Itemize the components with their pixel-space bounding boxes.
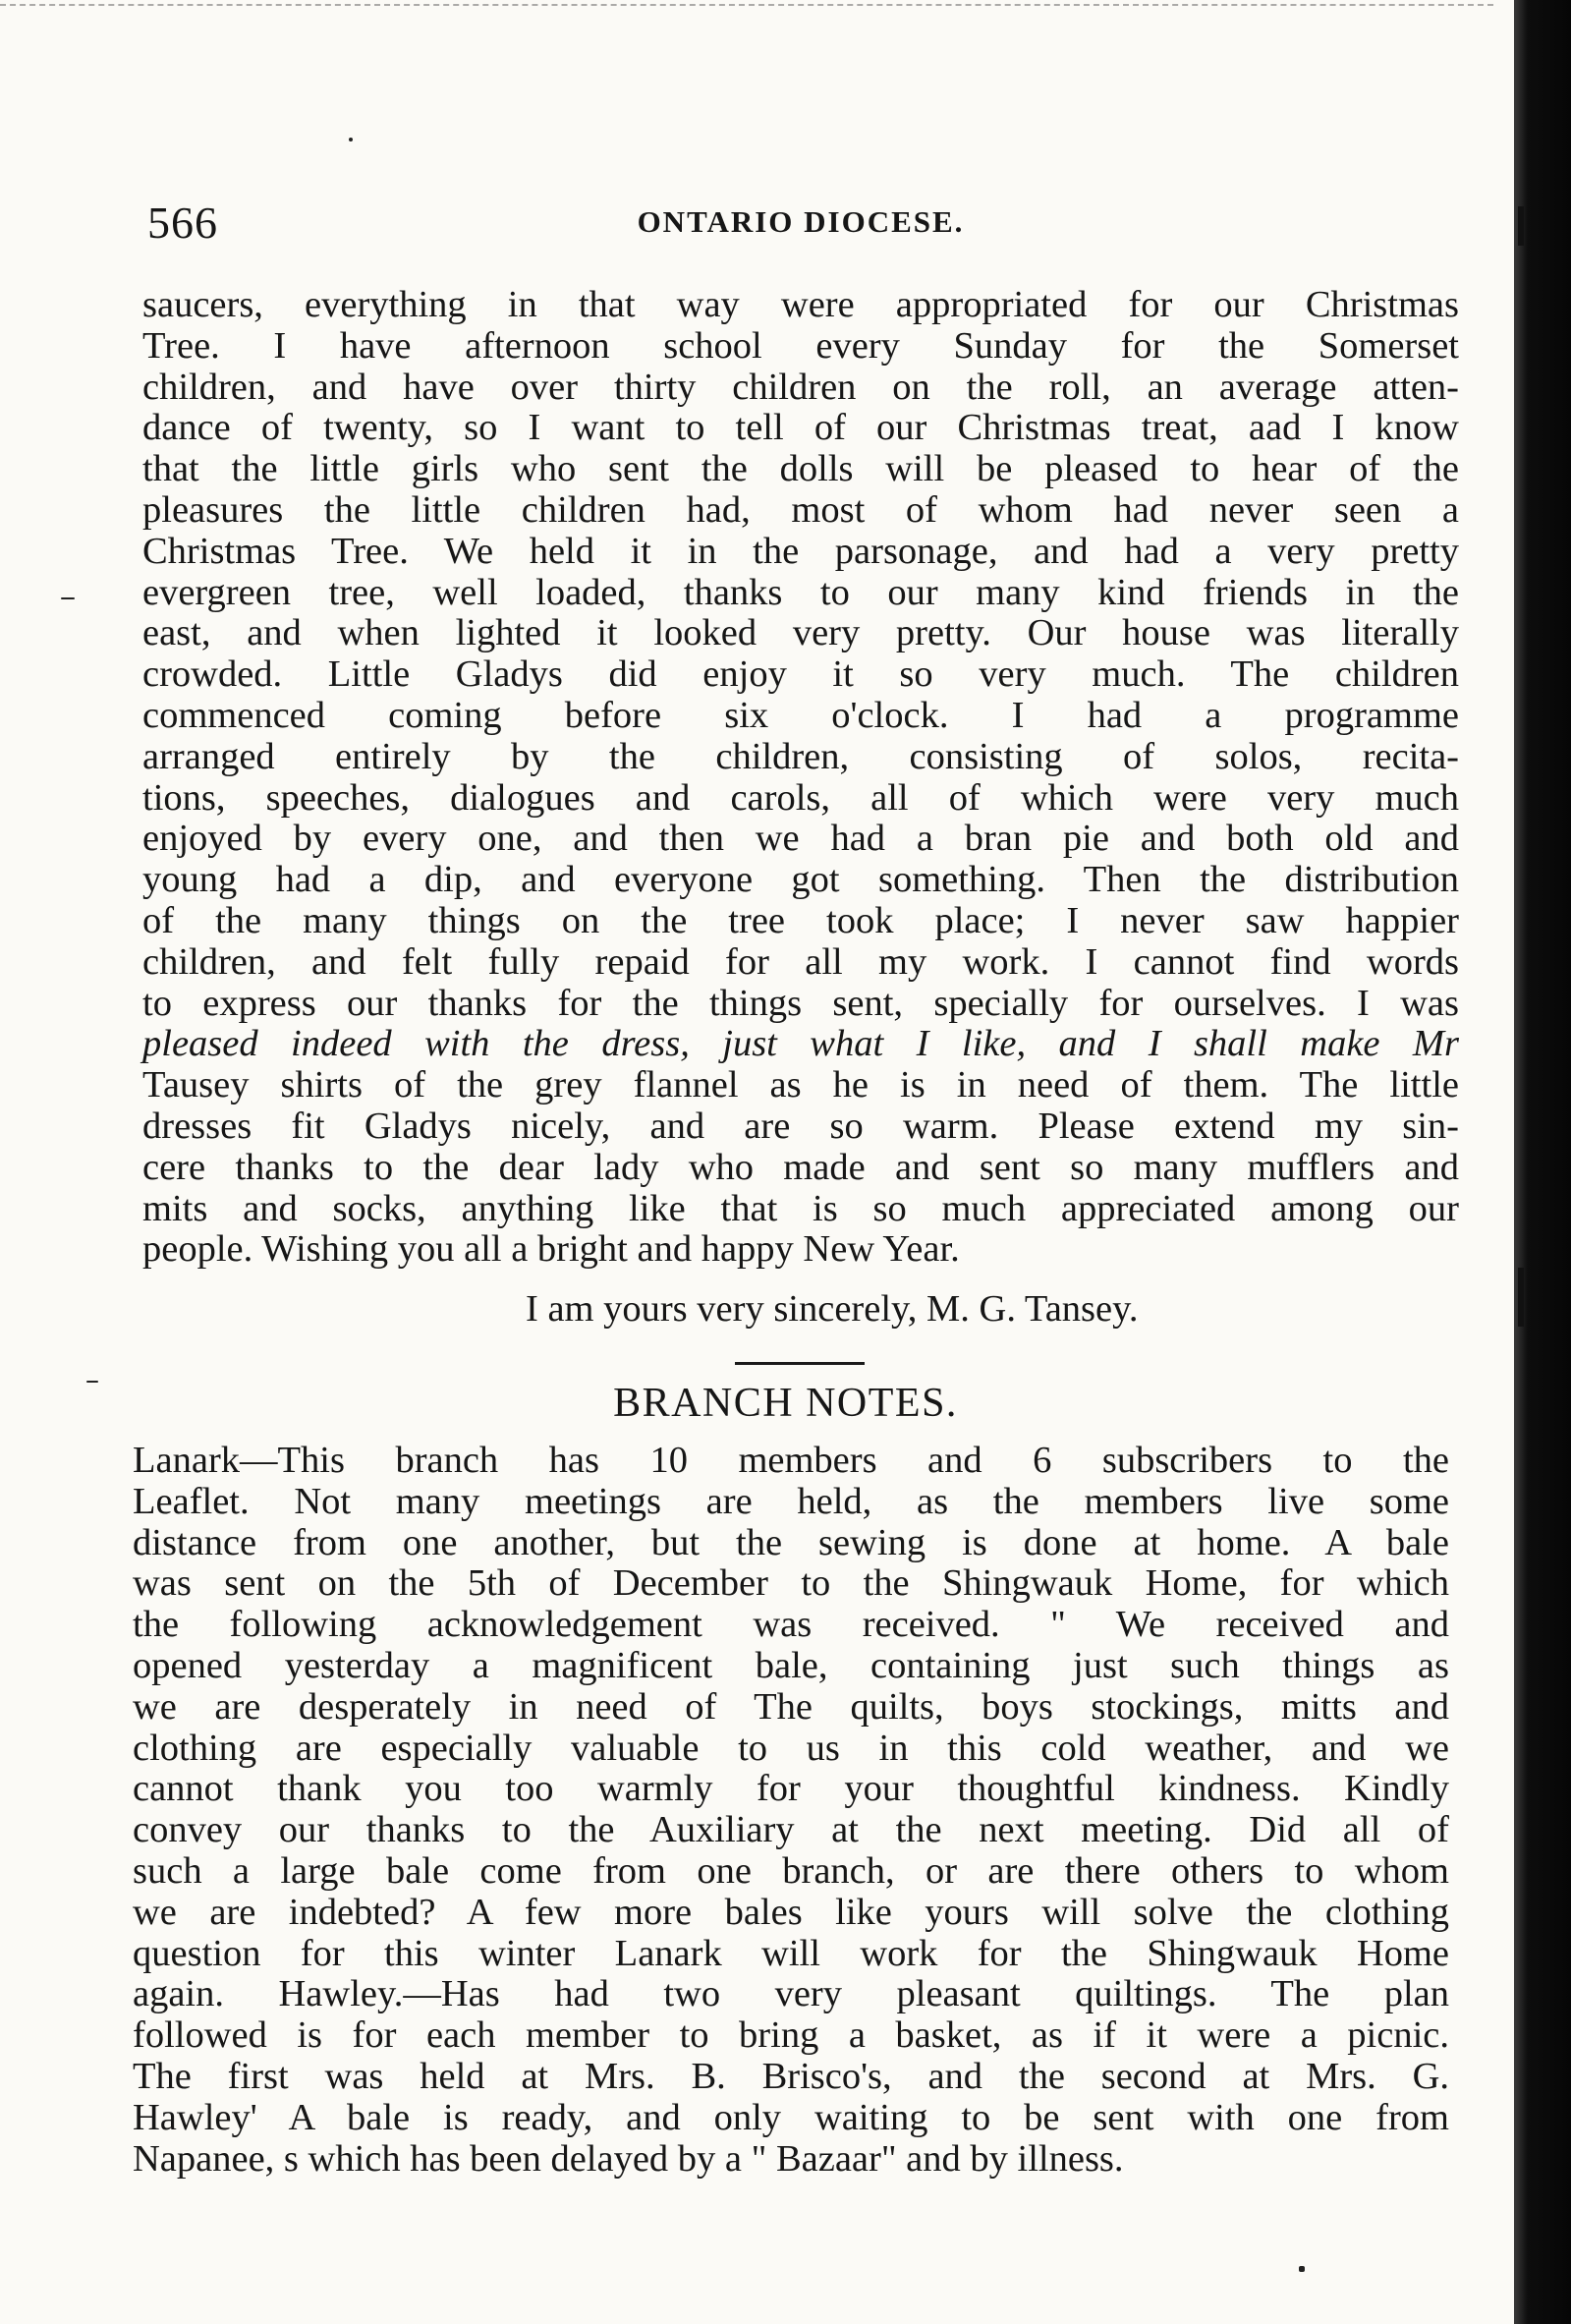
text-line: saucers, everything in that way were appropriated for our Christmas: [142, 284, 1459, 325]
branch-notes-body: [133, 1441, 1449, 2180]
section-divider: [735, 1362, 865, 1365]
letter-signature: I am yours very sincerely, M. G. Tansey.: [526, 1288, 1139, 1330]
binding-speck: [1518, 1268, 1524, 1327]
binding-speck: [1518, 206, 1524, 246]
ink-speck: [61, 597, 75, 599]
text-line: east, and when lighted it looked very pretty. Our house was literally: [142, 612, 1459, 654]
text-line: crowded. Little Gladys did enjoy it so very much. The children: [142, 653, 1459, 696]
text-line: The first was held at Mrs. B. Brisco's, and the second at Mrs. G.: [133, 2055, 1449, 2097]
text-line: cannot thank you too warmly for your thoughtful kindness. Kindly: [133, 1768, 1449, 1810]
text-line: we are desperately in need of The quilts, boys stockings, mitts and: [133, 1685, 1449, 1728]
text-line: dance of twenty, so I want to tell of our Christmas treat, aad I know: [142, 407, 1459, 449]
text-line: Napanee, s which has been delayed by a " Bazaar" and by illness.: [133, 2137, 1124, 2180]
running-title: ONTARIO DIOCESE.: [637, 204, 965, 239]
text-line: opened yesterday a magnificent bale, containing just such things as: [133, 1644, 1449, 1686]
text-line: question for this winter Lanark will work for the Shingwauk Home: [133, 1932, 1449, 1974]
page-binding-edge: [1514, 0, 1571, 2324]
text-line: dresses fit Gladys nicely, and are so warm. Please extend my sin-: [142, 1105, 1459, 1147]
text-line: convey our thanks to the Auxiliary at the next meeting. Did all of: [133, 1809, 1449, 1851]
page-number: 566: [147, 198, 218, 248]
text-line: children, and have over thirty children on the roll, an average atten-: [142, 366, 1459, 408]
running-head: [147, 197, 1454, 252]
text-line-italic: [142, 1024, 1459, 1065]
text-line: was sent on the 5th of December to the Shingwauk Home, for which: [133, 1562, 1449, 1605]
ink-speck: [1299, 2266, 1305, 2272]
text-line: Lanark—This branch has 10 members and 6 subscribers to the: [133, 1440, 1449, 1481]
text-line: commenced coming before six o'clock. I had a programme: [142, 694, 1459, 736]
text-line: to express our thanks for the things sent, specially for ourselves. I was: [142, 982, 1459, 1024]
text-line: evergreen tree, well loaded, thanks to our many kind friends in the: [142, 571, 1459, 613]
text-line: pleasures the little children had, most of whom had never seen a: [142, 488, 1459, 531]
text-line: enjoyed by every one, and then we had a bran pie and both old and: [142, 818, 1459, 860]
text-line: Christmas Tree. We held it in the parsonage, and had a very pretty: [142, 530, 1459, 572]
text-line: that the little girls who sent the dolls will be pleased to hear of the: [142, 448, 1459, 490]
ink-speck: [349, 138, 353, 142]
text-line: arranged entirely by the children, consisting of solos, recita-: [142, 735, 1459, 777]
text-line: children, and felt fully repaid for all my work. I cannot find words: [142, 940, 1459, 983]
text-line: distance from one another, but the sewing is done at home. A bale: [133, 1521, 1449, 1563]
letter-body: [142, 285, 1459, 1271]
text-line: clothing are especially valuable to us in this cold weather, and we: [133, 1727, 1449, 1769]
text-line: such a large bale come from one branch, or are there others to whom: [133, 1849, 1449, 1892]
text-line: Tausey shirts of the grey flannel as he is in need of them. The little: [142, 1064, 1459, 1106]
text-line: people. Wishing you all a bright and happy New Year.: [142, 1228, 960, 1271]
text-line: cere thanks to the dear lady who made and sent so many mufflers and: [142, 1146, 1459, 1188]
italic-text: pleased indeed with the dress, just what I like, and I shall make Mr: [142, 1023, 1459, 1065]
section-heading: BRANCH NOTES.: [613, 1381, 958, 1426]
text-line: we are indebted? A few more bales like yours will solve the clothing: [133, 1891, 1449, 1933]
text-line: again. Hawley.—Has had two very pleasant quiltings. The plan: [133, 1973, 1449, 2015]
text-line: Hawley' A bale is ready, and only waiting to be sent with one from: [133, 2096, 1449, 2138]
text-line: Leaflet. Not many meetings are held, as the members live some: [133, 1480, 1449, 1522]
text-line: the following acknowledgement was received. " We received and: [133, 1604, 1449, 1646]
text-line: Tree. I have afternoon school every Sunday for the Somerset: [142, 324, 1459, 367]
text-line: mits and socks, anything like that is so much appreciated among our: [142, 1187, 1459, 1229]
text-line: young had a dip, and everyone got something. Then the distribution: [142, 859, 1459, 901]
top-edge-rule: [0, 4, 1493, 12]
text-line: of the many things on the tree took place; I never saw happier: [142, 899, 1459, 941]
ink-speck: [86, 1381, 98, 1383]
text-line: tions, speeches, dialogues and carols, all of which were very much: [142, 776, 1459, 819]
text-line: followed is for each member to bring a basket, as if it were a picnic.: [133, 2014, 1449, 2057]
